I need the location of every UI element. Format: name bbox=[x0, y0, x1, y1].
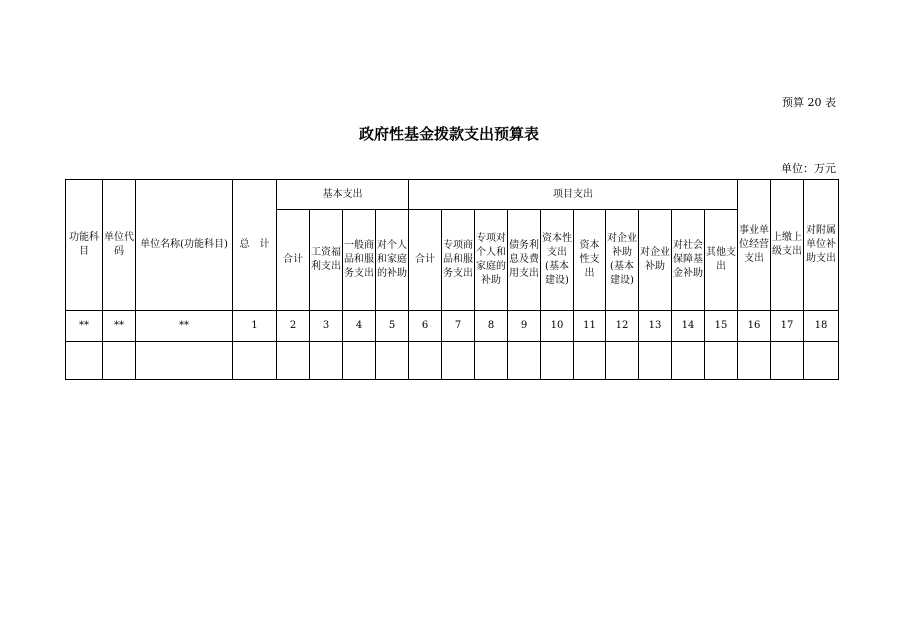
empty-cell bbox=[409, 342, 442, 380]
header-total: 总 计 bbox=[233, 180, 277, 311]
index-cell: 14 bbox=[672, 311, 705, 342]
index-cell: 4 bbox=[343, 311, 376, 342]
header-project-col: 对企业补助 bbox=[639, 210, 672, 311]
index-cell: 5 bbox=[376, 311, 409, 342]
index-cell: 12 bbox=[606, 311, 639, 342]
empty-cell bbox=[574, 342, 606, 380]
index-cell: 17 bbox=[771, 311, 804, 342]
header-project-col: 其他支出 bbox=[705, 210, 738, 311]
index-cell: 10 bbox=[541, 311, 574, 342]
table-row-index bbox=[66, 311, 839, 342]
header-remit-superior: 上缴上级支出 bbox=[771, 180, 804, 311]
empty-cell bbox=[376, 342, 409, 380]
header-basic-col: 一般商品和服务支出 bbox=[343, 210, 376, 311]
empty-cell bbox=[442, 342, 475, 380]
header-basic-expenditure: 基本支出 bbox=[277, 180, 409, 210]
index-cell: 2 bbox=[277, 311, 310, 342]
budget-table bbox=[65, 179, 839, 380]
header-subsidiary-subsidy: 对附属单位补助支出 bbox=[804, 180, 839, 311]
empty-cell bbox=[705, 342, 738, 380]
header-project-col: 资本性支出 bbox=[574, 210, 606, 311]
index-cell: ** bbox=[66, 311, 103, 342]
index-cell: 8 bbox=[475, 311, 508, 342]
unit-label: 单位：万元 bbox=[781, 162, 836, 175]
index-cell: 11 bbox=[574, 311, 606, 342]
index-cell: 18 bbox=[804, 311, 839, 342]
header-unit-code: 单位代码 bbox=[103, 180, 136, 311]
empty-cell bbox=[606, 342, 639, 380]
empty-cell bbox=[771, 342, 804, 380]
index-cell: 3 bbox=[310, 311, 343, 342]
empty-cell bbox=[103, 342, 136, 380]
header-project-col: 资本性支出(基本建设) bbox=[541, 210, 574, 311]
index-cell: 15 bbox=[705, 311, 738, 342]
empty-cell bbox=[343, 342, 376, 380]
empty-cell bbox=[672, 342, 705, 380]
empty-cell bbox=[541, 342, 574, 380]
empty-cell bbox=[639, 342, 672, 380]
header-project-col: 专项对个人和家庭的补助 bbox=[475, 210, 508, 311]
empty-cell bbox=[475, 342, 508, 380]
index-cell: 9 bbox=[508, 311, 541, 342]
index-cell: 6 bbox=[409, 311, 442, 342]
empty-cell bbox=[804, 342, 839, 380]
empty-cell bbox=[508, 342, 541, 380]
header-project-col: 对社会保障基金补助 bbox=[672, 210, 705, 311]
index-cell: ** bbox=[136, 311, 233, 342]
header-project-expenditure: 项目支出 bbox=[409, 180, 738, 210]
index-cell: 13 bbox=[639, 311, 672, 342]
header-basic-col: 工资福利支出 bbox=[310, 210, 343, 311]
header-basic-col: 对个人和家庭的补助 bbox=[376, 210, 409, 311]
header-project-col: 对企业补助(基本建设) bbox=[606, 210, 639, 311]
empty-cell bbox=[233, 342, 277, 380]
header-project-col: 债务利息及费用支出 bbox=[508, 210, 541, 311]
empty-cell bbox=[310, 342, 343, 380]
empty-cell bbox=[66, 342, 103, 380]
header-project-col: 专项商品和服务支出 bbox=[442, 210, 475, 311]
index-cell: ** bbox=[103, 311, 136, 342]
empty-cell bbox=[277, 342, 310, 380]
page-title: 政府性基金拨款支出预算表 bbox=[358, 125, 539, 143]
index-cell: 1 bbox=[233, 311, 277, 342]
header-project-col: 合计 bbox=[409, 210, 442, 311]
index-cell: 7 bbox=[442, 311, 475, 342]
header-unit-name: 单位名称(功能科目) bbox=[136, 180, 233, 311]
index-cell: 16 bbox=[738, 311, 771, 342]
header-function-subject: 功能科目 bbox=[66, 180, 103, 311]
empty-cell bbox=[136, 342, 233, 380]
form-number: 预算 20 表 bbox=[782, 96, 836, 109]
header-business-operation: 事业单位经营支出 bbox=[738, 180, 771, 311]
empty-cell bbox=[738, 342, 771, 380]
header-basic-col: 合计 bbox=[277, 210, 310, 311]
table-row-empty bbox=[66, 342, 839, 380]
